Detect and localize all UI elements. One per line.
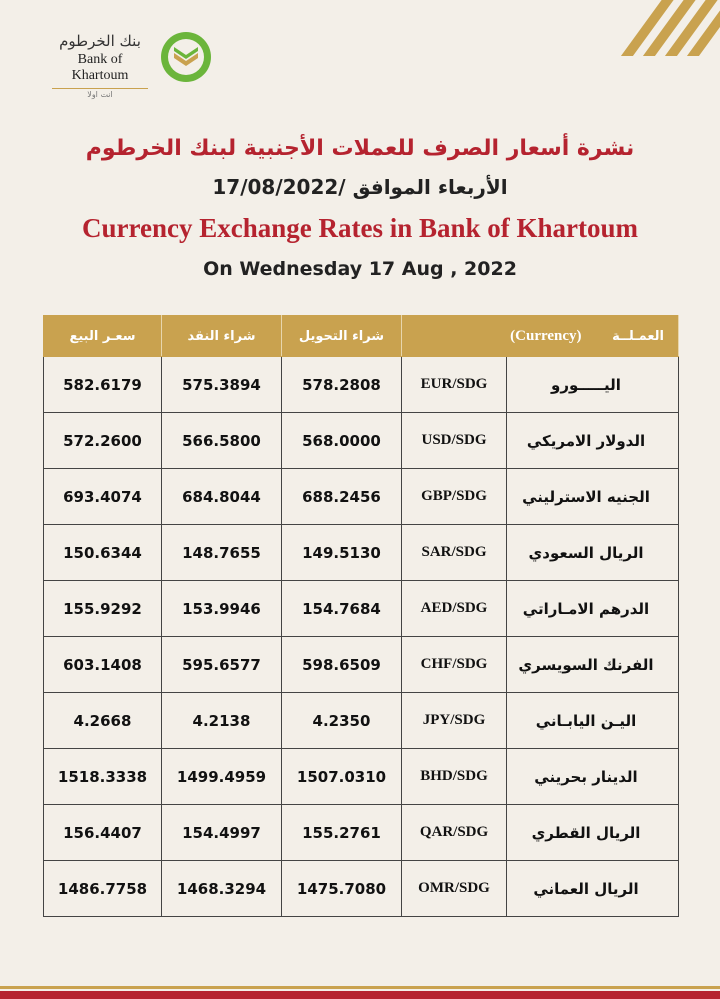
footer-gold-line — [0, 986, 720, 989]
currency-pair-cell: AED/SDG — [402, 581, 507, 637]
exchange-rates-table — [43, 315, 679, 917]
sell-rate-cell: 156.4407 — [44, 805, 162, 861]
cash-buy-cell: 154.4997 — [162, 805, 282, 861]
logo-english-name: Bank of Khartoum — [71, 52, 129, 83]
currency-name-cell: الدرهم الامـاراتي — [507, 581, 679, 637]
cash-buy-cell: 684.8044 — [162, 469, 282, 525]
currency-pair-cell: SAR/SDG — [402, 525, 507, 581]
transfer-buy-cell: 155.2761 — [282, 805, 402, 861]
transfer-buy-cell: 4.2350 — [282, 693, 402, 749]
currency-name-cell: الدينار بحريني — [507, 749, 679, 805]
transfer-buy-cell: 688.2456 — [282, 469, 402, 525]
currency-pair-cell: BHD/SDG — [402, 749, 507, 805]
currency-pair-cell: QAR/SDG — [402, 805, 507, 861]
cash-buy-cell: 575.3894 — [162, 357, 282, 413]
transfer-buy-cell: 598.6509 — [282, 637, 402, 693]
currency-pair-cell: JPY/SDG — [402, 693, 507, 749]
cash-buy-cell: 595.6577 — [162, 637, 282, 693]
currency-pair-cell: EUR/SDG — [402, 357, 507, 413]
table-row — [44, 693, 679, 749]
sell-rate-cell: 582.6179 — [44, 357, 162, 413]
date-arabic: الأربعاء الموافق /17/08/2022 — [212, 175, 508, 199]
currency-name-cell: الفرنك السويسري — [507, 637, 679, 693]
currency-pair-cell: OMR/SDG — [402, 861, 507, 917]
sell-rate-cell: 1486.7758 — [44, 861, 162, 917]
cash-buy-cell: 566.5800 — [162, 413, 282, 469]
title-arabic: نشرة أسعار الصرف للعملات الأجنبية لبنك الخرطوم — [85, 136, 635, 161]
date-english: On Wednesday 17 Aug , 2022 — [203, 258, 517, 280]
table-row — [44, 469, 679, 525]
transfer-buy-cell: 1507.0310 — [282, 749, 402, 805]
sell-rate-cell: 603.1408 — [44, 637, 162, 693]
sell-rate-cell: 572.2600 — [44, 413, 162, 469]
table-row — [44, 525, 679, 581]
cash-buy-cell: 1468.3294 — [162, 861, 282, 917]
table-row — [44, 805, 679, 861]
header-transfer-buy: شراء التحويل — [282, 316, 402, 357]
header-currency — [402, 316, 679, 357]
table-row — [44, 581, 679, 637]
currency-pair-cell: USD/SDG — [402, 413, 507, 469]
footer-red-band — [0, 991, 720, 999]
table-row — [44, 637, 679, 693]
logo-arabic-name: بنك الخرطوم — [59, 32, 141, 50]
transfer-buy-cell: 1475.7080 — [282, 861, 402, 917]
cash-buy-cell: 1499.4959 — [162, 749, 282, 805]
sell-rate-cell: 4.2668 — [44, 693, 162, 749]
currency-pair-cell: GBP/SDG — [402, 469, 507, 525]
currency-name-cell: الريال القطري — [507, 805, 679, 861]
header-currency-arabic: العمـلــة — [612, 328, 664, 344]
cash-buy-cell: 4.2138 — [162, 693, 282, 749]
transfer-buy-cell: 154.7684 — [282, 581, 402, 637]
currency-name-cell: الجنيه الاسترليني — [507, 469, 679, 525]
transfer-buy-cell: 568.0000 — [282, 413, 402, 469]
cash-buy-cell: 153.9946 — [162, 581, 282, 637]
table-row — [44, 413, 679, 469]
currency-name-cell: اليـن اليابـاني — [507, 693, 679, 749]
cash-buy-cell: 148.7655 — [162, 525, 282, 581]
currency-pair-cell: CHF/SDG — [402, 637, 507, 693]
sell-rate-cell: 155.9292 — [44, 581, 162, 637]
transfer-buy-cell: 149.5130 — [282, 525, 402, 581]
table-header-row — [44, 316, 679, 357]
currency-name-cell: الدولار الامريكي — [507, 413, 679, 469]
table-row — [44, 861, 679, 917]
header-cash-buy: شراء النقد — [162, 316, 282, 357]
currency-name-cell: اليـــــورو — [507, 357, 679, 413]
title-english: Currency Exchange Rates in Bank of Khartoum — [81, 213, 639, 243]
sell-rate-cell: 1518.3338 — [44, 749, 162, 805]
table-row — [44, 357, 679, 413]
bank-emblem-icon — [160, 31, 212, 83]
currency-name-cell: الريال السعودي — [507, 525, 679, 581]
header-currency-english: (Currency) — [510, 327, 582, 344]
bank-logo — [52, 32, 148, 99]
sell-rate-cell: 150.6344 — [44, 525, 162, 581]
sell-rate-cell: 693.4074 — [44, 469, 162, 525]
logo-tagline: انت اولا — [52, 88, 148, 99]
header-sell: سعـر البيع — [44, 316, 162, 357]
transfer-buy-cell: 578.2808 — [282, 357, 402, 413]
currency-name-cell: الريال العماني — [507, 861, 679, 917]
table-row — [44, 749, 679, 805]
